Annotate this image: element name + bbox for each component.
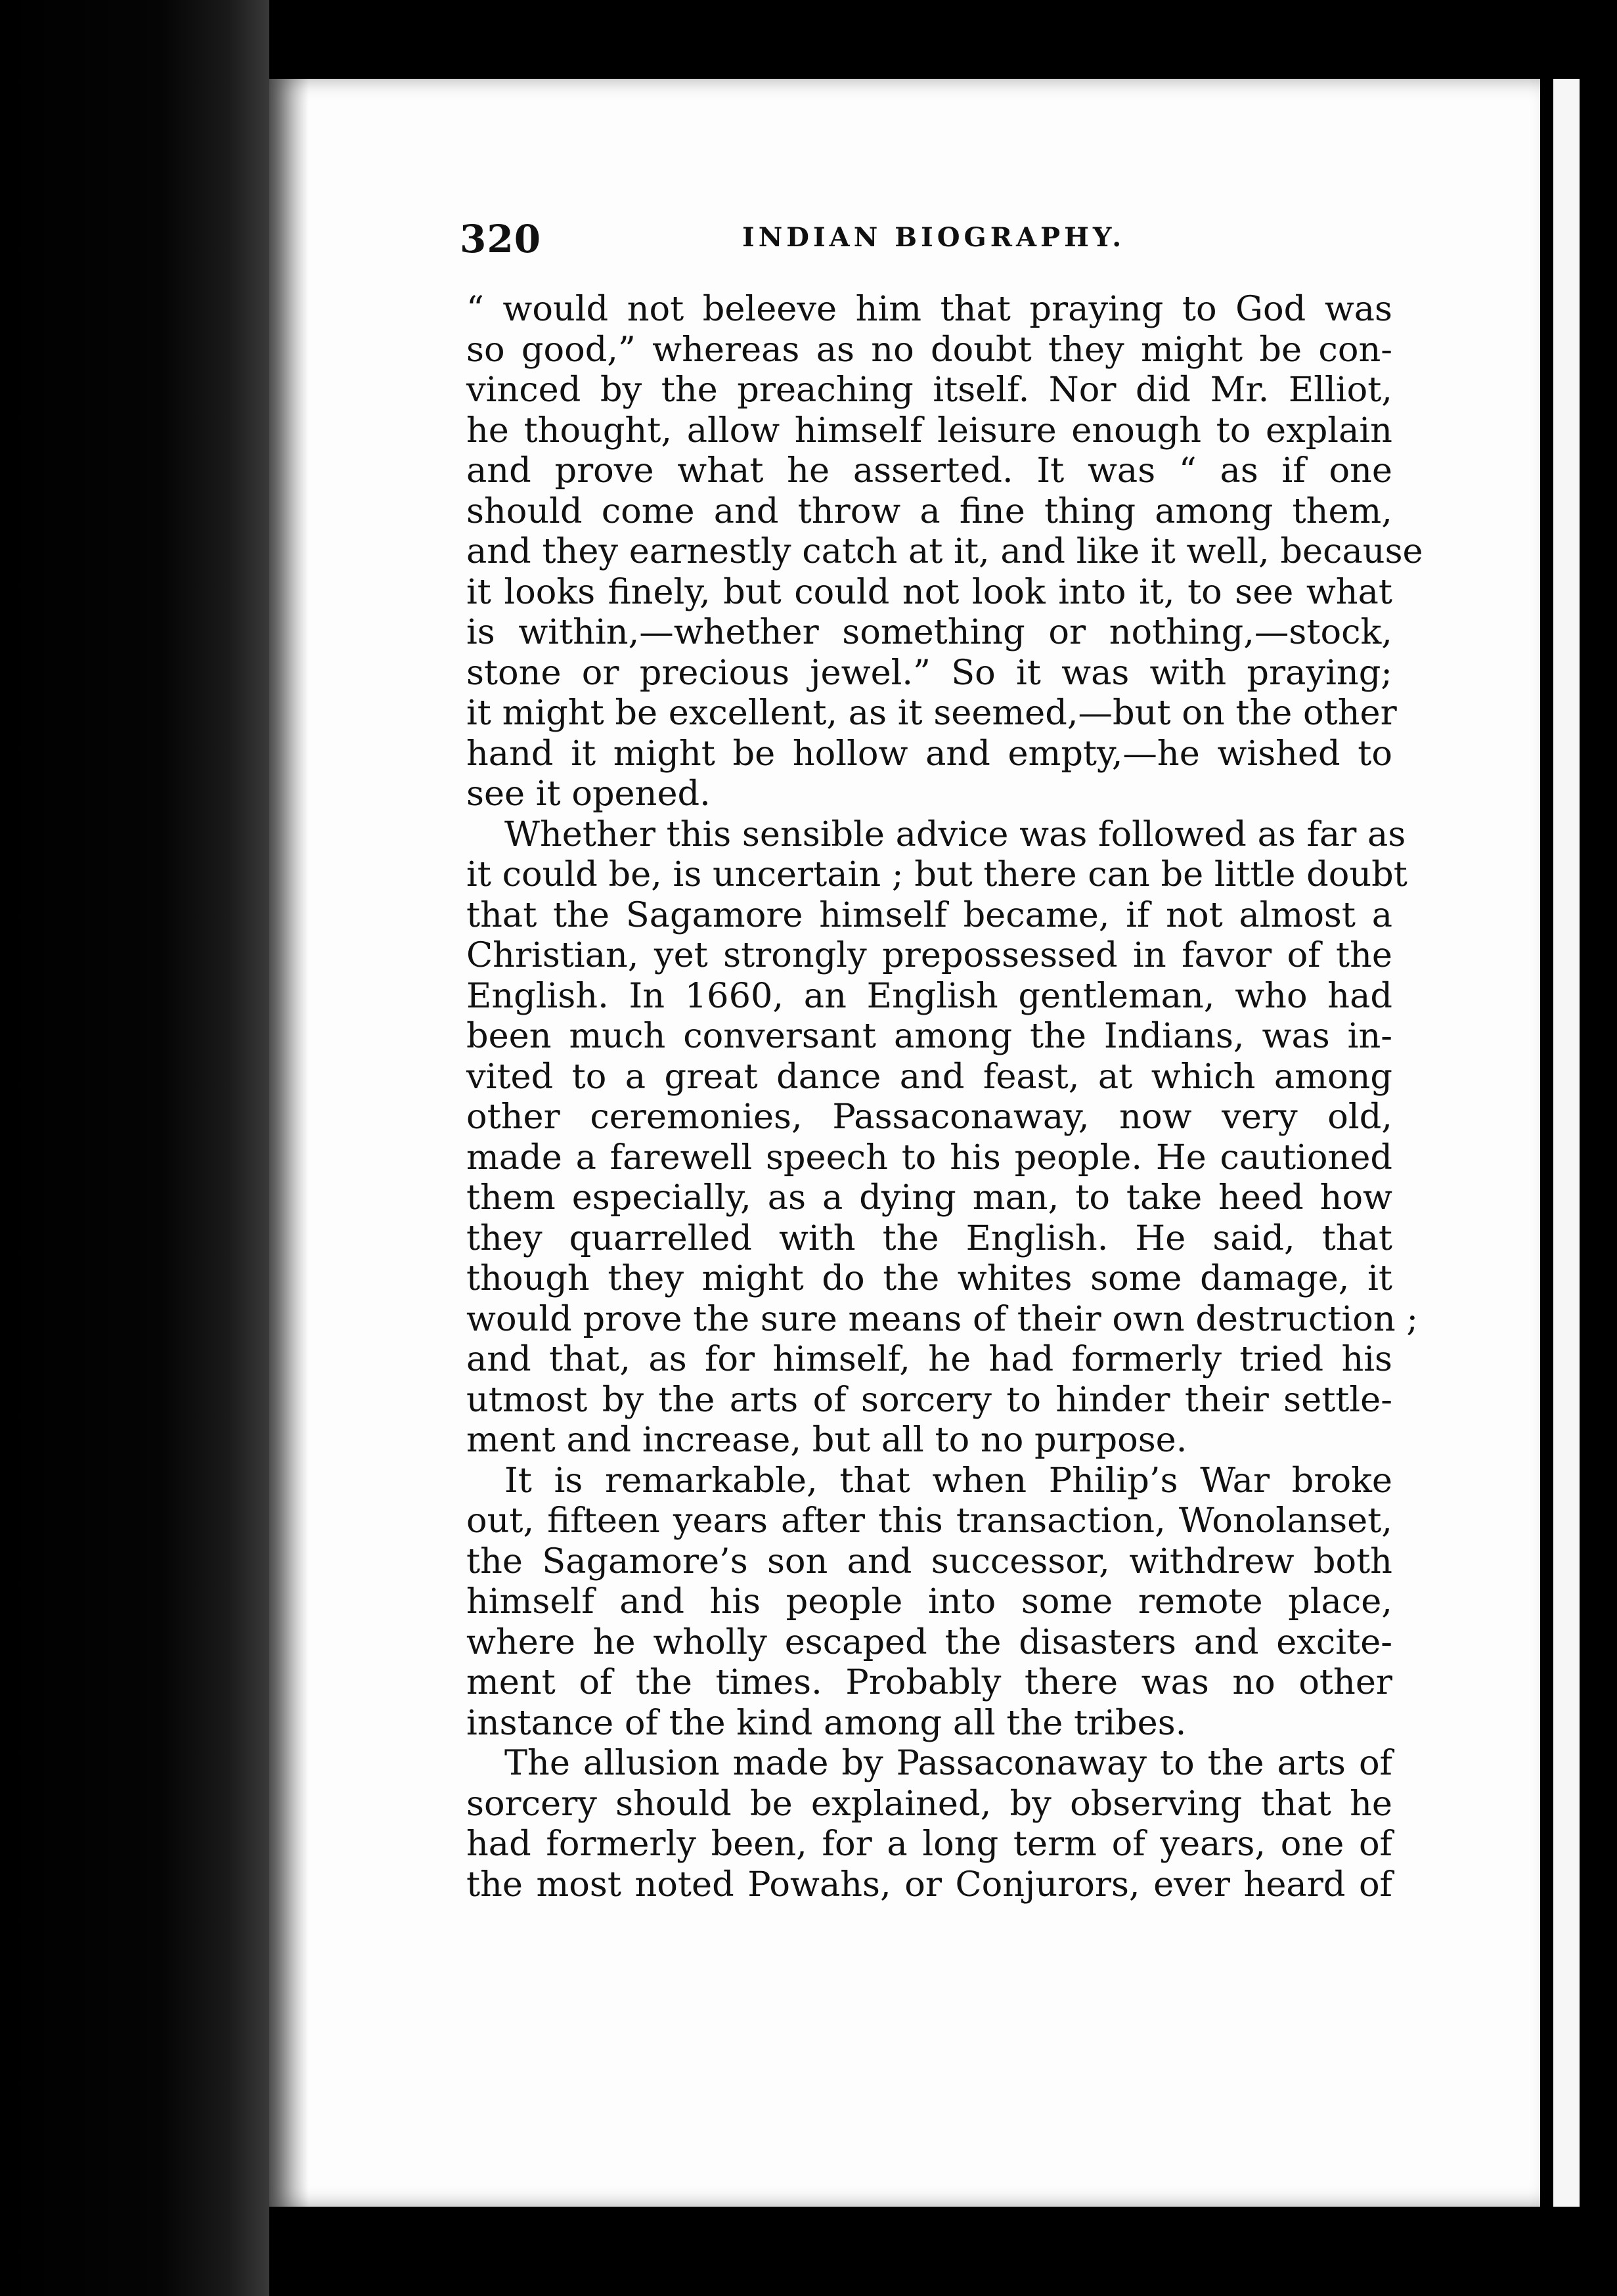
text-line: he thought, allow himself leisure enough to explain	[466, 410, 1392, 451]
text-line: so good,” whereas as no doubt they might be con-	[466, 329, 1392, 370]
text-line: made a farewell speech to his people. He cautioned	[466, 1137, 1392, 1178]
text-line: Christian, yet strongly prepossessed in favor of the	[466, 935, 1392, 975]
text-line: it might be excellent, as it seemed,—but on the other	[466, 693, 1397, 733]
text-line: himself and his people into some remote place,	[466, 1581, 1392, 1622]
text-line: English. In 1660, an English gentleman, who had	[466, 975, 1392, 1016]
text-line: though they might do the whites some damage, it	[466, 1258, 1392, 1298]
text-line: that the Sagamore himself became, if not almost a	[466, 894, 1392, 935]
scan-right-divider	[1540, 79, 1553, 2207]
text-line: would prove the sure means of their own destruction ;	[466, 1298, 1419, 1339]
text-line: out, fifteen years after this transaction, Wonolanset,	[466, 1501, 1392, 1541]
paragraph-first-line: Whether this sensible advice was followed as far as	[504, 814, 1406, 854]
text-line: and they earnestly catch at it, and like it well, because	[466, 531, 1423, 571]
page-text	[466, 289, 1423, 1905]
adjacent-page-edge	[1553, 79, 1580, 2207]
text-line: had formerly been, for a long term of years, one of	[466, 1824, 1392, 1864]
page-number: 320	[460, 217, 542, 261]
text-line: vited to a great dance and feast, at which among	[466, 1056, 1392, 1097]
text-line: ment and increase, but all to no purpose.	[466, 1420, 1187, 1460]
paragraph-first-line: It is remarkable, that when Philip’s War broke	[504, 1460, 1392, 1501]
running-title: INDIAN BIOGRAPHY.	[742, 222, 1126, 253]
text-line: they quarrelled with the English. He said, that	[466, 1218, 1392, 1258]
text-line: should come and throw a fine thing among them,	[466, 491, 1392, 531]
text-line: stone or precious jewel.” So it was with praying;	[466, 652, 1392, 693]
running-head	[460, 217, 1392, 263]
text-line: sorcery should be explained, by observing that he	[466, 1783, 1392, 1824]
scan-left-margin	[0, 0, 269, 2296]
text-line: it looks finely, but could not look into it, to see what	[466, 571, 1392, 612]
text-line: other ceremonies, Passaconaway, now very old,	[466, 1097, 1392, 1137]
text-line: and prove what he asserted. It was “ as if one	[466, 451, 1392, 491]
paragraph-first-line: The allusion made by Passaconaway to the arts of	[504, 1743, 1392, 1783]
text-line: the Sagamore’s son and successor, withdrew both	[466, 1541, 1392, 1581]
text-line: and that, as for himself, he had formerly tried his	[466, 1339, 1392, 1379]
text-line: the most noted Powahs, or Conjurors, ever heard of	[466, 1864, 1392, 1905]
text-line: utmost by the arts of sorcery to hinder their settle-	[466, 1379, 1392, 1420]
text-line: is within,—whether something or nothing,—stock,	[466, 612, 1392, 652]
gutter-shadow	[269, 79, 309, 2207]
text-line: “ would not beleeve him that praying to God was	[466, 289, 1392, 329]
text-line: vinced by the preaching itself. Nor did Mr. Elliot,	[466, 370, 1392, 410]
text-line: been much conversant among the Indians, was in-	[466, 1016, 1392, 1056]
text-line: it could be, is uncertain ; but there can be little doubt	[466, 854, 1407, 894]
text-line: hand it might be hollow and empty,—he wished to	[466, 733, 1392, 774]
text-line: ment of the times. Probably there was no other	[466, 1662, 1392, 1702]
text-line: them especially, as a dying man, to take heed how	[466, 1178, 1392, 1218]
text-line: instance of the kind among all the tribes.	[466, 1702, 1187, 1743]
text-line: see it opened.	[466, 774, 711, 814]
text-line: where he wholly escaped the disasters and excite-	[466, 1622, 1392, 1662]
